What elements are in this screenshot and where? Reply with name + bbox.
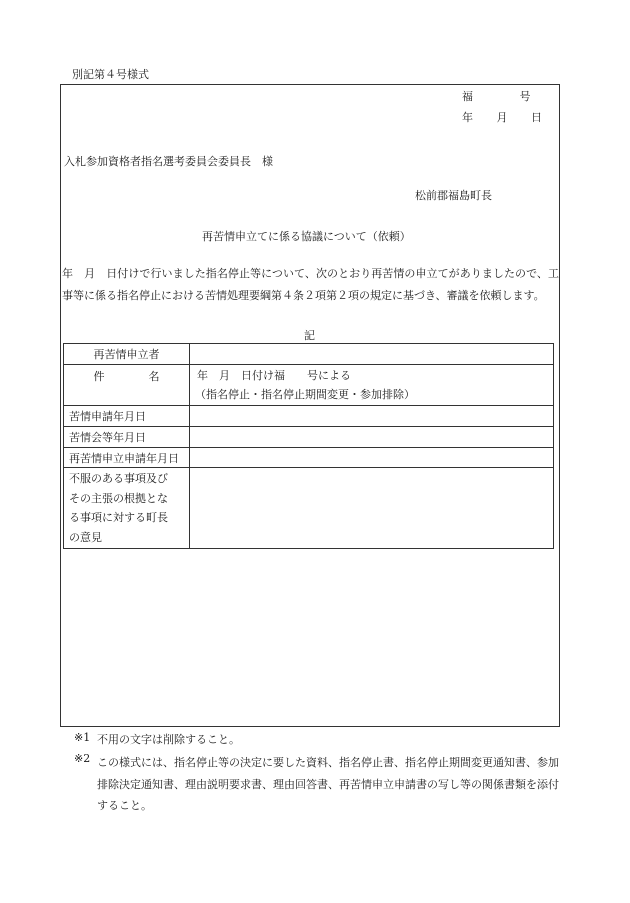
table-row xyxy=(64,468,554,549)
row-label xyxy=(64,468,190,549)
note-text: 不用の文字は削除すること。 xyxy=(97,733,240,746)
date-label: 年 月 日 xyxy=(462,111,543,124)
row-value-field[interactable] xyxy=(190,427,554,448)
table-row xyxy=(64,406,554,427)
table-row xyxy=(64,448,554,468)
ki-heading: 記 xyxy=(304,329,315,342)
subject-line-2: （指名停止・指名停止期間変更・参加排除） xyxy=(195,388,415,401)
letter-body: 年 月 日付けで行いました指名停止等について、次のとおり再苦情の申立てがありましたので、工事等に係る指名停止における苦情処理要綱第４条２項第２項の規定に基づき、審議を依頼します。 xyxy=(62,267,559,302)
label-line: その主張の根拠とな xyxy=(69,491,168,505)
subject-line-1: 年 月 日付け福 号による xyxy=(197,368,351,382)
row-label: 苦情申請年月日 xyxy=(64,406,190,427)
table-row xyxy=(64,365,554,406)
note-text: この様式には、指名停止等の決定に要した資料、指名停止書、指名停止期間変更通知書、参加排除決定通知書、理由説明要求書、理由回答書、再苦情申立申請書の写し等の関係書類を添付すること。 xyxy=(97,756,559,812)
row-value-field[interactable] xyxy=(190,448,554,468)
row-label: 再苦情申立者 xyxy=(64,344,190,365)
table-row xyxy=(64,427,554,448)
label-line: る事項に対する町長 xyxy=(69,511,168,524)
row-value-field[interactable] xyxy=(190,406,554,427)
label-line: 不服のある事項及び xyxy=(69,472,168,485)
note-mark: ※2 xyxy=(74,752,91,765)
table-row xyxy=(64,344,554,365)
document-number-label: 福 号 xyxy=(462,90,531,103)
row-label: 苦情会等年月日 xyxy=(64,427,190,448)
row-value-field[interactable] xyxy=(190,468,554,549)
note-mark: ※1 xyxy=(74,731,91,744)
info-table xyxy=(63,343,554,549)
row-value-field[interactable] xyxy=(190,344,554,365)
row-label: 件 名 xyxy=(64,365,190,406)
row-label: 再苦情申立申請年月日 xyxy=(64,448,190,468)
row-value-field[interactable] xyxy=(190,365,554,406)
letter-subject: 再苦情申立てに係る協議について（依頼） xyxy=(202,230,411,243)
label-line: の意見 xyxy=(69,530,102,544)
sender: 松前郡福島町長 xyxy=(415,189,492,202)
addressee: 入札参加資格者指名選考委員会委員長 様 xyxy=(64,155,273,168)
form-number-label: 別記第４号様式 xyxy=(72,68,149,81)
